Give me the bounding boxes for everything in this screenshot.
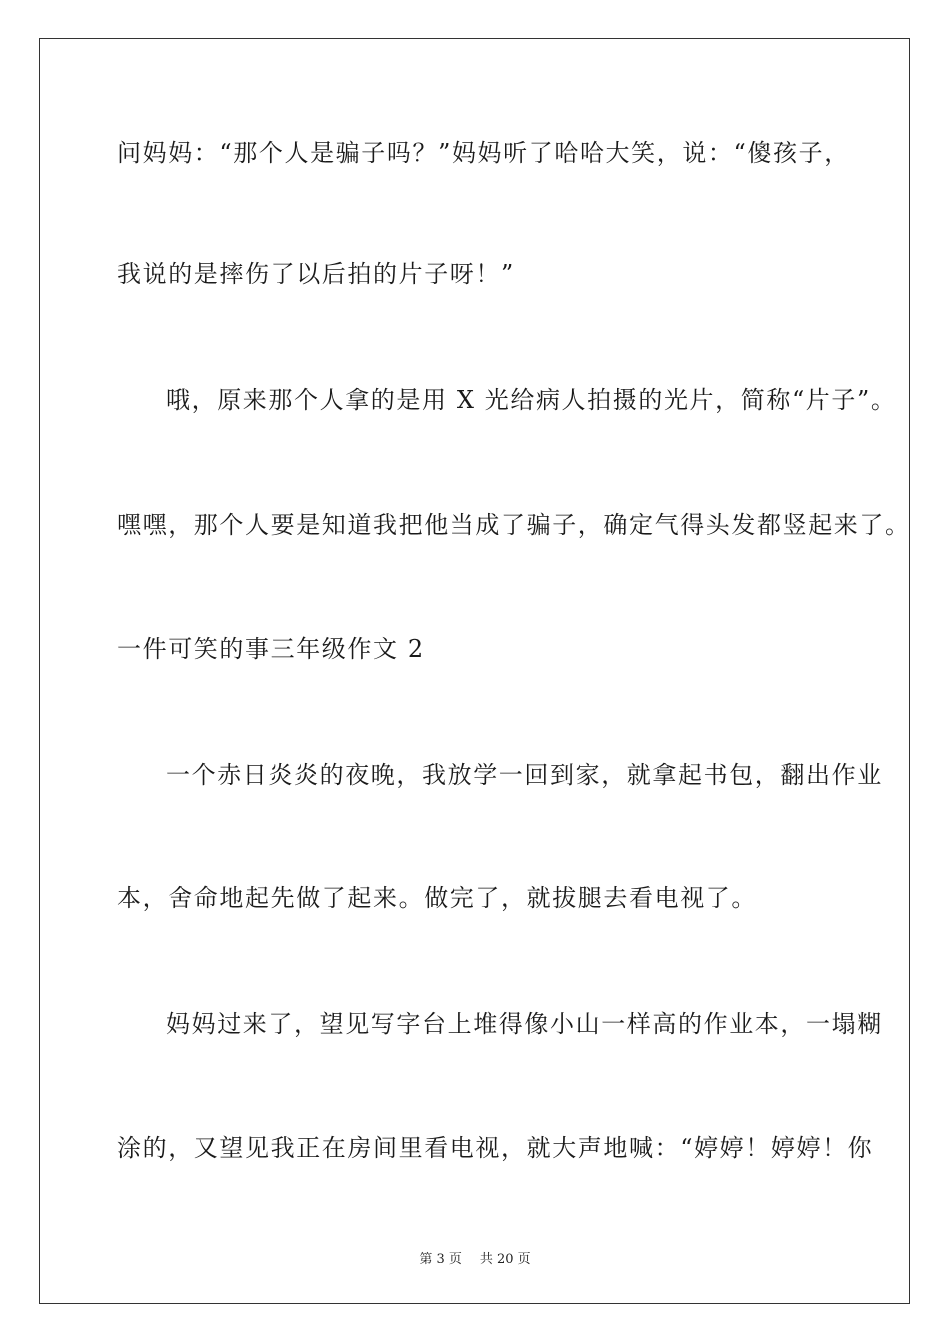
page-footer: [0, 1248, 950, 1267]
text-line-4: 嘿嘿，那个人要是知道我把他当成了骗子，确定气得头发都竖起来了。: [117, 511, 911, 539]
section-heading: 一件可笑的事三年级作文 2: [117, 635, 425, 663]
page-number: 第 3 页: [419, 1252, 462, 1267]
text-line-2: 我说的是摔伤了以后拍的片子呀！”: [117, 260, 515, 288]
page-frame: [39, 38, 910, 1304]
text-line-6: 一个赤日炎炎的夜晚，我放学一回到家，就拿起书包，翻出作业: [166, 761, 883, 789]
text-line-1: 问妈妈：“那个人是骗子吗？”妈妈听了哈哈大笑，说：“傻孩子，: [117, 139, 850, 167]
page-total: 共 20 页: [479, 1252, 531, 1267]
text-line-3: 哦，原来那个人拿的是用 X 光给病人拍摄的光片，简称“片子”。: [166, 386, 897, 414]
text-line-8: 妈妈过来了，望见写字台上堆得像小山一样高的作业本，一塌糊: [166, 1010, 883, 1038]
text-line-7: 本，舍命地起先做了起来。做完了，就拔腿去看电视了。: [117, 884, 757, 912]
text-line-9: 涂的，又望见我正在房间里看电视，就大声地喊：“婷婷！婷婷！你: [117, 1134, 874, 1162]
